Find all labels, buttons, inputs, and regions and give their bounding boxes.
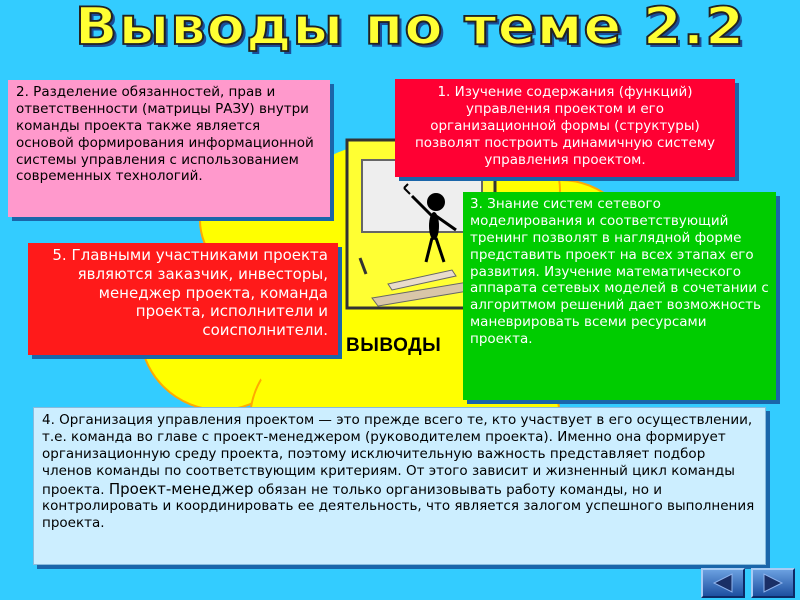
slide-title: Выводы по теме 2.2	[74, 0, 746, 57]
conclusion-4-project-manager: Проект-менеджер	[108, 479, 254, 498]
conclusion-5-box: 5. Главными участниками проекта являются заказчик, инвесторы, менеджер проекта, команда проекта, исполнители и соисполнители.	[28, 243, 338, 355]
conclusion-3-box: 3. Знание систем сетевого моделирования и соответствующий тренинг позволят в наглядной форме представить проект на всех этапах его развития. Изучение математического аппарата сетевых моделей в сочетании с алгоритмом решений дает возможность маневрировать всеми ресурсами проекта.	[463, 192, 776, 400]
conclusion-4-text-part1: 4. Организация управления проектом — это прежде всего те, кто участвует в его осуществлении, т.е. команда во главе с проект-менеджером (руководителем проекта). Именно она формирует организационную среду проекта, поэтому исключительную важность представляет подбор членов команды по соответствующим критериям. От этого зависит и жизненный цикл команды проекта.	[42, 412, 753, 498]
conclusions-label: ВЫВОДЫ	[346, 335, 442, 356]
conclusion-4-text-part3: обязан не только организовывать работу команды, но и контролировать и координировать ее деятельность, что является залогом успешного выполнения проекта.	[42, 481, 755, 532]
conclusion-2-box: 2. Разделение обязанностей, прав и ответственности (матрицы РАЗУ) внутри команды проекта также является основой формирования информационной системы управления с использованием современных технологий.	[8, 80, 330, 217]
conclusion-4-box	[33, 407, 766, 565]
triangle-left-icon	[703, 570, 743, 596]
next-slide-button[interactable]	[751, 568, 795, 598]
conclusion-1-box: 1. Изучение содержания (функций) управления проектом и его организационной формы (структуры) позволят построить динамичную систему управления проектом.	[395, 79, 735, 177]
triangle-right-icon	[753, 570, 793, 596]
prev-slide-button[interactable]	[701, 568, 745, 598]
